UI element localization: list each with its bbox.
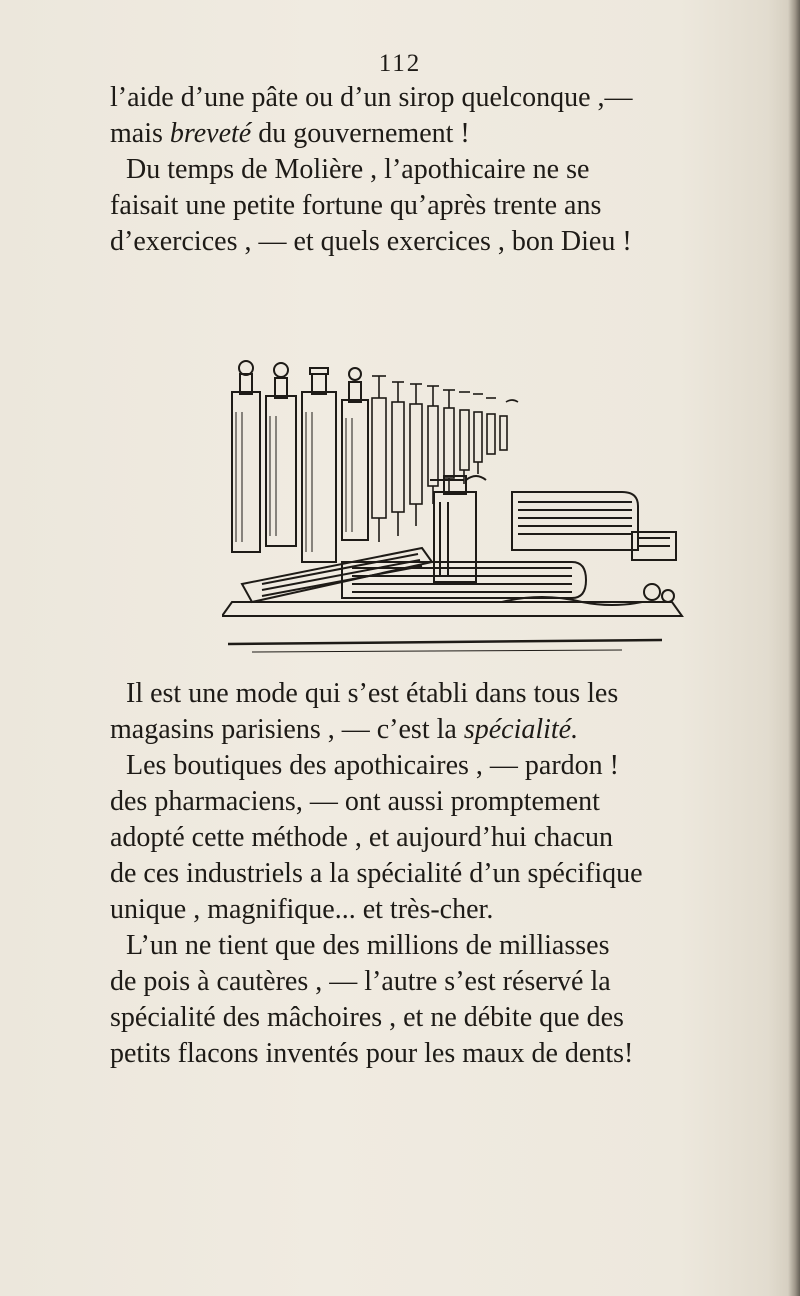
emphasis-word: spécialité.	[463, 714, 579, 745]
emphasis-word: breveté	[169, 118, 252, 149]
text-line: Du temps de Molière , l’apothicaire ne se	[126, 154, 590, 185]
page-number: 112	[378, 50, 422, 77]
text-line: d’exercices , — et quels exercices , bon Dieu !	[110, 226, 632, 257]
page-edge-shadow	[788, 0, 800, 1296]
text-line: L’un ne tient que des millions de milliasses	[126, 930, 610, 961]
text-line: magasins parisiens , — c’est la spécialité.	[110, 714, 579, 745]
text-line: des pharmaciens, — ont aussi promptement	[110, 786, 600, 817]
paragraph-bottom	[110, 676, 785, 1072]
text-line: unique , magnifique... et très-cher.	[110, 894, 494, 925]
text-line: Il est une mode qui s’est établi dans tous les	[126, 678, 619, 709]
text-line: Les boutiques des apothicaires , — pardon !	[126, 750, 619, 781]
text-line: spécialité des mâchoires , et ne débite que des	[110, 1002, 624, 1033]
text-line: de pois à cautères , — l’autre s’est réservé la	[110, 966, 611, 997]
text-line: petits flacons inventés pour les maux de dents!	[110, 1038, 634, 1069]
text-line: l’aide d’une pâte ou d’un sirop quelconque ,—	[110, 82, 633, 113]
text-line: de ces industriels a la spécialité d’un spécifique	[110, 858, 643, 889]
pharmacy-engraving-illustration	[222, 352, 692, 662]
paragraph-top	[110, 80, 785, 260]
text-line: adopté cette méthode , et aujourd’hui chacun	[110, 822, 614, 853]
text-line: faisait une petite fortune qu’après trente ans	[110, 190, 602, 221]
text-line: mais breveté du gouvernement !	[110, 118, 470, 149]
